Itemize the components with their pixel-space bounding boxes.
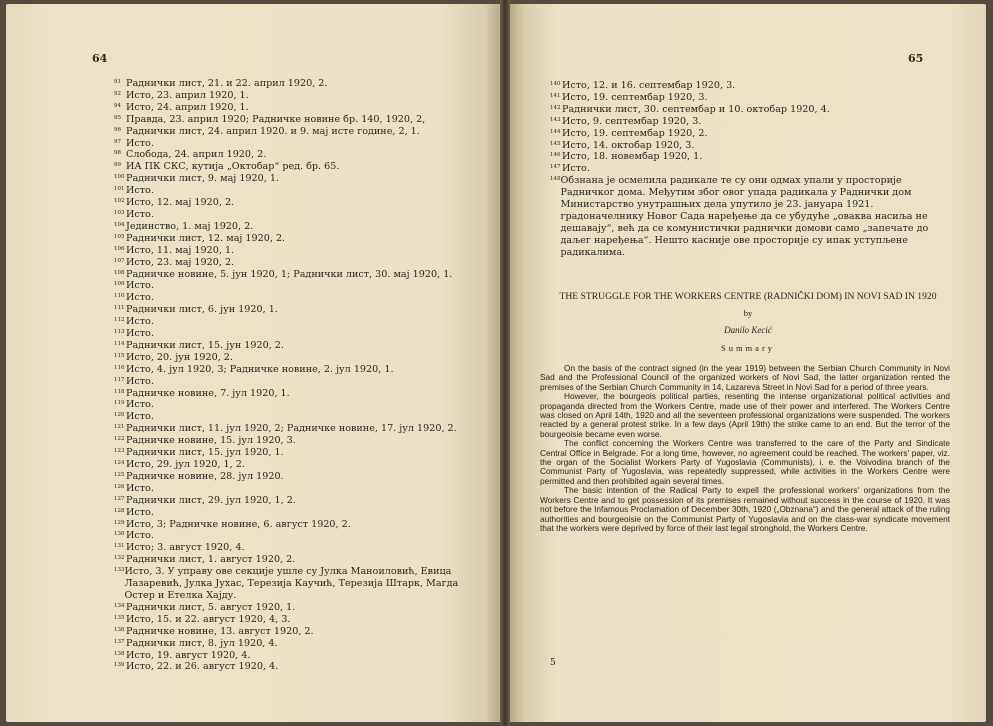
footnote-item	[114, 161, 474, 173]
footnote-text: Исто, 24. април 1920, 1.	[126, 101, 249, 113]
footnote-item	[114, 78, 474, 90]
summary-heading: Summary	[720, 343, 776, 353]
footnote-text: Раднички лист, 15. јул 1920, 1.	[126, 447, 284, 459]
footnote-item	[114, 149, 474, 161]
footnote-item	[114, 114, 474, 126]
book-gutter	[500, 0, 510, 726]
footnote-number: 101	[114, 186, 125, 193]
footnote-number: 123	[114, 448, 125, 455]
author-name: Danilo Kecić	[724, 325, 772, 335]
footnote-item	[550, 116, 930, 128]
footnote-text: Исто, 12. мај 1920, 2.	[126, 197, 235, 209]
footnote-number: 100	[114, 174, 125, 181]
footnote-text: Исто, 4. јул 1920, 3; Радничке новине, 2. јул 1920, 1.	[126, 363, 394, 375]
footnote-number: 102	[114, 198, 125, 205]
footnote-text: Исто.	[562, 163, 590, 175]
footnote-item	[114, 519, 474, 531]
footnote-text: Исто, 23. мај 1920, 2.	[126, 256, 235, 268]
footnote-list-right	[550, 80, 930, 259]
footnote-item	[114, 661, 474, 673]
footnote-number: 112	[114, 317, 125, 324]
footnote-number: 147	[550, 164, 561, 171]
footnote-item	[114, 138, 474, 150]
footnote-text: Слобода, 24. април 1920, 2.	[126, 149, 267, 161]
footnote-text: Исто.	[126, 530, 154, 542]
footnote-item	[114, 340, 474, 352]
footnote-text: Правда, 23. април 1920; Радничке новине бр. 140, 1920, 2,	[126, 113, 426, 125]
footnote-number: 110	[114, 293, 125, 300]
footnote-number: 120	[114, 412, 125, 419]
footnote-item	[550, 163, 930, 175]
footnote-text: Раднички лист, 8. јул 1920, 4.	[126, 637, 278, 649]
footnote-text: Раднички лист, 24. април 1920. и 9. мај исте године, 2, 1.	[126, 125, 420, 137]
footnote-item	[114, 411, 474, 423]
footnote-item	[114, 459, 474, 471]
footnote-item	[114, 292, 474, 304]
footnote-text: Раднички лист, 12. мај 1920, 2.	[126, 232, 286, 244]
footnote-text: Исто, 15. и 22. август 1920, 4, 3.	[126, 613, 291, 625]
footnote-text: Раднички лист, 21. и 22. април 1920, 2.	[126, 78, 328, 89]
footnote-number: 92	[114, 90, 121, 97]
page-number-right: 65	[908, 52, 924, 65]
footnote-number: 121	[114, 424, 125, 431]
footnote-item	[550, 175, 930, 258]
footnote-number: 104	[114, 221, 125, 228]
left-page	[6, 4, 500, 722]
footnote-text: Исто, 22. и 26. август 1920, 4.	[126, 661, 279, 673]
footnote-text: Исто, 12. и 16. септембар 1920, 3.	[562, 80, 736, 91]
footnote-text: Раднички лист, 9. мај 1920, 1.	[126, 173, 279, 185]
footnote-item	[114, 530, 474, 542]
footnote-text: Исто, 19. август 1920, 4.	[126, 649, 251, 661]
footnote-text: Исто, 29. јул 1920, 1, 2.	[126, 459, 245, 470]
footnote-number: 113	[114, 329, 125, 336]
footnote-item	[114, 388, 474, 400]
footnote-number: 114	[114, 340, 125, 347]
footnote-item	[550, 80, 930, 92]
footnote-text: Исто, 14. октобар 1920, 3.	[562, 139, 695, 151]
footnote-item	[114, 650, 474, 662]
footnote-item	[114, 352, 474, 364]
footnote-text: Радничке новине, 5. јун 1920, 1; Раднички лист, 30. мај 1920, 1.	[126, 268, 453, 280]
footnote-text: Исто.	[126, 411, 154, 423]
footnote-number: 117	[114, 376, 125, 383]
footnote-number: 128	[114, 507, 125, 514]
footnote-text: Исто.	[126, 280, 154, 292]
footnote-text: Радничке новине, 28. јул 1920.	[126, 470, 284, 482]
english-summary-title: THE STRUGGLE FOR THE WORKERS CENTRE (RADNIČKI DOM) IN NOVI SAD IN 1920	[559, 291, 937, 302]
footnote-number: 122	[114, 436, 125, 443]
footnote-list-left	[114, 78, 474, 673]
footnote-number: 148	[550, 176, 561, 183]
footnote-text: Обзнана је осмелила радикале те су они одмах упали у просторије Радничког дома. Међутим због овог упада радикала у Раднички дом Министарство унутрашњих дела упутило је 23. јануара 1921. градоначелнику Новог Сада наређење да се убудуће „оваква насиља не дешавају“, већ да се комунистички раднички домови само „запечате до даљег наређења“. Нешто касније ове просторије су ипак уступљене радикалима.	[560, 175, 929, 258]
footnote-number: 138	[114, 650, 125, 657]
footnote-item	[114, 185, 474, 197]
footnote-number: 144	[550, 128, 561, 135]
footnote-number: 134	[114, 602, 125, 609]
footnote-item	[114, 90, 474, 102]
footnote-item	[114, 280, 474, 292]
footnote-item	[114, 233, 474, 245]
footnote-text: Раднички лист, 1. август 1920, 2.	[126, 554, 296, 566]
footnote-item	[550, 140, 930, 152]
footnote-item	[114, 269, 474, 281]
footnote-text: Радничке новине, 13. август 1920, 2.	[126, 625, 314, 637]
footnote-number: 141	[550, 92, 561, 99]
footnote-item	[114, 102, 474, 114]
footnote-number: 105	[114, 233, 125, 240]
footnote-text: ИА ПК СКС, кутија „Октобар“ ред. бр. 65.	[126, 161, 340, 173]
footnote-number: 129	[114, 519, 125, 526]
footnote-item	[114, 495, 474, 507]
footnote-number: 127	[114, 495, 125, 502]
footnote-number: 126	[114, 483, 125, 490]
footnote-item	[114, 126, 474, 138]
summary-paragraph: The conflict concerning the Workers Centre was transferred to the care of the Party and Sindicate Central Office in Belgrade. For a long time, however, no agreement could be reached. The workers' paper, viz. the organ of the Socialist Workers Party of Yugoslavia (Communists), i. e. the Voivodina branch of the Communist Party of Yugoslavia, was repeatedly suppressed, while activities in the Workers Centre were permitted and then prohibited again several times.	[540, 438, 950, 486]
footnote-number: 118	[114, 388, 125, 395]
footnote-item	[114, 399, 474, 411]
signature-mark: 5	[550, 658, 556, 668]
right-page	[510, 4, 986, 722]
footnote-text: Радничке новине, 15. јул 1920, 3.	[126, 435, 296, 447]
footnote-item	[114, 542, 474, 554]
footnote-item	[550, 128, 930, 140]
footnote-text: Исто.	[126, 375, 154, 387]
footnote-number: 142	[550, 104, 561, 111]
footnote-text: Исто, 11. мај 1920, 1.	[126, 244, 235, 256]
footnote-number: 124	[114, 460, 125, 466]
footnote-text: Исто, 23. април 1920, 1.	[126, 89, 249, 101]
footnote-text: Исто, 19. септембар 1920, 2.	[562, 127, 708, 139]
footnote-text: Исто.	[126, 208, 154, 220]
footnote-item	[114, 209, 474, 221]
footnote-number: 140	[550, 81, 561, 87]
footnote-number: 135	[114, 614, 125, 621]
footnote-number: 107	[114, 257, 125, 264]
footnote-item	[114, 328, 474, 340]
footnote-item	[114, 304, 474, 316]
footnote-item	[114, 316, 474, 328]
footnote-item	[114, 245, 474, 257]
footnote-number: 108	[114, 269, 125, 276]
footnote-number: 137	[114, 638, 125, 645]
footnote-item	[550, 151, 930, 163]
footnote-number: 94	[114, 102, 121, 109]
footnote-number: 111	[114, 305, 125, 312]
footnote-text: Раднички лист, 6. јун 1920, 1.	[126, 304, 278, 316]
by-line: by	[743, 308, 753, 318]
footnote-text: Раднички лист, 29. јул 1920, 1, 2.	[126, 494, 296, 506]
footnote-item	[114, 638, 474, 650]
footnote-number: 146	[550, 152, 561, 159]
footnote-number: 133	[114, 567, 125, 574]
footnote-text: Исто, 3; Радничке новине, 6. август 1920, 2.	[126, 518, 351, 530]
footnote-item	[114, 447, 474, 459]
footnote-item	[114, 471, 474, 483]
footnote-text: Исто, 18. новембар 1920, 1.	[562, 151, 703, 163]
footnote-text: Раднички лист, 30. септембар и 10. октобар 1920, 4.	[562, 103, 830, 115]
footnote-item	[114, 435, 474, 447]
footnote-text: Радничке новине, 7. јул 1920, 1.	[126, 387, 290, 399]
footnote-text: Исто.	[126, 137, 154, 149]
footnote-item	[114, 173, 474, 185]
footnote-text: Раднички лист, 11. јул 1920, 2; Радничке новине, 17. јул 1920, 2.	[126, 423, 457, 435]
footnote-number: 109	[114, 281, 125, 288]
footnote-number: 130	[114, 531, 125, 538]
footnote-number: 132	[114, 555, 125, 562]
footnote-number: 136	[114, 626, 125, 633]
footnote-item	[550, 92, 930, 104]
footnote-text: Исто.	[126, 506, 154, 518]
footnote-number: 131	[114, 543, 125, 550]
footnote-number: 139	[114, 662, 125, 669]
footnote-number: 143	[550, 116, 561, 123]
footnote-item	[114, 483, 474, 495]
footnote-text: Раднички лист, 15. јун 1920, 2.	[126, 339, 284, 351]
footnote-item	[114, 602, 474, 614]
page-number-left: 64	[92, 52, 108, 65]
footnote-text: Исто.	[126, 399, 154, 411]
footnote-item	[114, 554, 474, 566]
footnote-text: Исто, 9. септембар 1920, 3.	[562, 115, 702, 127]
footnote-text: Исто; 3. август 1920, 4.	[126, 542, 245, 554]
footnote-number: 119	[114, 400, 125, 407]
footnote-text: Исто, 20. јун 1920, 2.	[126, 351, 233, 363]
footnote-number: 95	[114, 114, 121, 121]
footnote-number: 99	[114, 162, 121, 169]
footnote-item	[114, 221, 474, 233]
footnote-item	[114, 566, 474, 602]
footnote-number: 116	[114, 364, 125, 371]
footnote-text: Јединство, 1. мај 1920, 2.	[126, 220, 254, 232]
footnote-item	[114, 626, 474, 638]
summary-paragraph: The basic intention of the Radical Party to expell the professional workers' organizations from the Workers Centre and to get possession of its premises remained without success in the course of 1920. It was not before the Infamous Proclamation of December 30th, 1920 („Obznana“) and the general attack of the ruling authorities and bourgeoisie on the Communist Party of Yugoslavia and on the class-war syndicate movement that the workers were deprived by force of their last legal stronghold, the Workers Centre.	[540, 485, 950, 533]
footnote-number: 145	[550, 140, 561, 147]
footnote-number: 115	[114, 352, 125, 359]
footnote-text: Исто.	[126, 316, 154, 328]
footnote-text: Раднички лист, 5. август 1920, 1.	[126, 601, 296, 613]
footnote-item	[114, 423, 474, 435]
footnote-item	[114, 197, 474, 209]
footnote-text: Исто.	[126, 292, 154, 304]
footnote-item	[114, 507, 474, 519]
footnote-item	[114, 364, 474, 376]
footnote-number: 125	[114, 471, 125, 478]
footnote-number: 91	[114, 79, 121, 85]
footnote-item	[114, 257, 474, 269]
summary-paragraph: However, the bourgeois political parties, resenting the intense organizational political activities and propaganda directed from the Workers Centre, made use of their power and interfered. The Workers Centre was closed on April 14th, 1920 and all the seventeen professional organizations were suspended. The workers reacted by a general protest strike. In a few days (April 19th) the strike came to an end. But the terror of the bourgeoisie became even worse.	[540, 391, 950, 439]
summary-paragraph: On the basis of the contract signed (in the year 1919) between the Serbian Church Community in Novi Sad and the Professional Council of the organized workers of Novi Sad, the latter organization rented the premises of the Serbian Church Community in 14, Lazareva Street in Novi Sad for a period of three years.	[540, 363, 950, 392]
summary-text	[540, 364, 950, 533]
footnote-item	[550, 104, 930, 116]
footnote-number: 98	[114, 150, 121, 157]
footnote-number: 106	[114, 245, 125, 252]
footnote-item	[114, 614, 474, 626]
footnote-number: 96	[114, 126, 121, 133]
footnote-text: Исто.	[126, 328, 154, 340]
footnote-number: 97	[114, 138, 121, 145]
footnote-number: 103	[114, 209, 125, 216]
footnote-text: Исто, 19. септембар 1920, 3.	[562, 91, 708, 103]
footnote-text: Исто, 3. У управу ове секције ушле су Јулка Маноиловић, Евица Лазаревић, Јулка Јухас, Терезија Каучић, Терезија Штарк, Магда Остер и Етелка Хајду.	[124, 566, 459, 601]
footnote-item	[114, 376, 474, 388]
footnote-text: Исто.	[126, 482, 154, 494]
footnote-text: Исто.	[126, 185, 154, 197]
